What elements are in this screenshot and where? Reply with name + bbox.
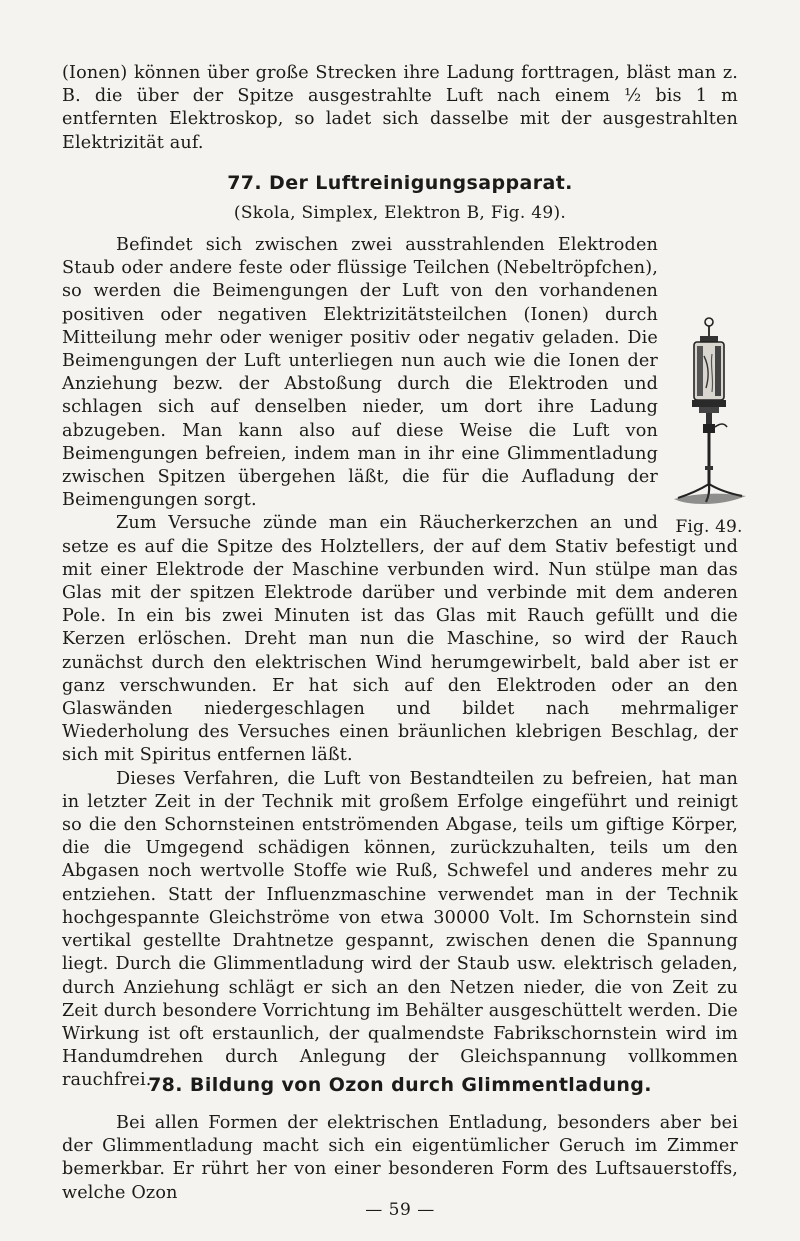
figure-caption: Fig. 49. <box>675 517 743 537</box>
section-77-paragraph-1: Befindet sich zwischen zwei ausstrahlenden Elektroden Staub oder andere feste oder flüssige Teilchen (Nebeltröpfchen), so werden die Beimengungen der Luft von den vorhandenen positiven oder negativen Elektrizitätsteilchen (Ionen) durch Mitteilung mehr oder weniger positiv oder negativ geladen. Die Beimengungen der Luft unterliegen nun auch wie die Ionen der Anziehung bezw. der Abstoßung durch die Elektroden und schlagen sich auf denselben nieder, um dort ihre Ladung abzugeben. Man kann also auf diese Weise die Luft von Beimengungen befreien, indem man in ihr eine Glimmentladung zwischen Spitzen übergehen läßt, die für die Aufladung der Beimengungen sorgt. <box>62 235 658 511</box>
section-77-paragraph-2: Zum Versuche zünde man ein Räucherkerzchen an und setze es auf die Spitze des Holztellers, der auf dem Stativ befestigt und mit einer Elektrode der Maschine verbunden wird. Nun stülpe man das Glas mit der spitzen Elektrode darüber und verbinde mit dem anderen Pole. In ein bis zwei Minuten ist das Glas mit Rauch gefüllt und die Kerzen erlöschen. Dreht man nun die Maschine, so wird der Rauch zunächst durch den elektrischen Wind herumgewirbelt, bald aber ist er ganz verschwunden. Er hat sich auf den Elektroden oder an den Glaswänden niedergeschlagen und bildet nach mehrmaliger Wiederholung des Versuches einen bräunlichen klebrigen Beschlag, der sich mit Spiritus entfernen läßt. <box>62 513 738 766</box>
section-78-heading: 78. Bildung von Ozon durch Glimmentladung. <box>148 1074 652 1096</box>
page-number: — 59 — <box>365 1200 435 1220</box>
section-78-body <box>62 1112 738 1205</box>
intro-paragraph: (Ionen) können über große Strecken ihre Ladung forttragen, bläst man z. B. die über der Spitze ausgestrahlte Luft nach einem ½ bis 1 m entfernten Elektroskop, so ladet sich dasselbe mit der ausgestrahlten Elektrizität auf. <box>62 63 738 153</box>
section-78-paragraph-1: Bei allen Formen der elektrischen Entladung, besonders aber bei der Glimmentladung macht sich ein eigentümlicher Geruch im Zimmer bemerkbar. Er rührt her von einer besonderen Form des Luftsauerstoffs, welche Ozon <box>62 1113 738 1203</box>
section-77-paragraph-3: Dieses Verfahren, die Luft von Bestandteilen zu befreien, hat man in letzter Zeit in der Technik mit großem Erfolge eingeführt und reinigt so die den Schornsteinen entströmenden Abgase, teils um giftige Körper, die die Umgegend schädigen können, zurückzuhalten, teils um den Abgasen noch wertvolle Stoffe wie Ruß, Schwefel und anderes mehr zu entziehen. Statt der Influenzmaschine verwendet man in der Technik hochgespannte Gleichströme von etwa 30000 Volt. Im Schornstein sind vertikal gestellte Drahtnetze gespannt, zwischen denen die Spannung liegt. Durch die Glimmentladung wird der Staub usw. elektrisch geladen, durch Anziehung schlägt er sich an den Netzen nieder, die von Zeit zu Zeit durch besondere Vorrichtung im Behälter ausgeschüttelt werden. Die Wirkung ist oft erstaunlich, der qualmendste Fabrikschornstein wird im Handumdrehen durch Anlegung der Gleichspannung vollkommen rauchfrei. <box>62 768 738 1091</box>
section-77-body <box>62 234 743 1093</box>
luftreinigungsapparat-illustration <box>666 316 752 516</box>
section-77-heading: 77. Der Luftreinigungsapparat. <box>227 172 573 194</box>
intro-text-block <box>62 62 738 155</box>
figure-49 <box>666 316 752 537</box>
section-77-subtitle: (Skola, Simplex, Elektron B, Fig. 49). <box>233 203 567 223</box>
